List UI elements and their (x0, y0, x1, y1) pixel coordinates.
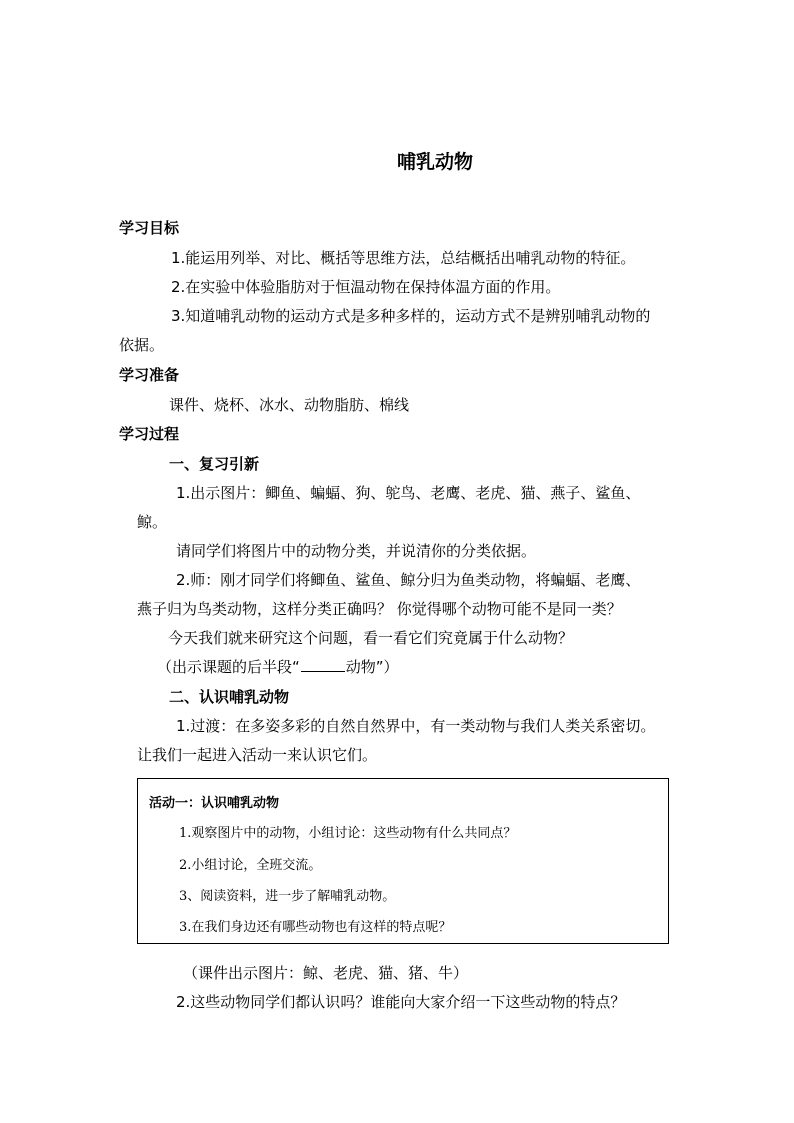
activity-item-1: 1.观察图片中的动物，小组讨论：这些动物有什么共同点？ (179, 826, 517, 841)
part1-line-4: 2.师：刚才同学们将鲫鱼、鲨鱼、鲸分归为鱼类动物，将蝙蝠、老鹰、 (176, 571, 641, 589)
part1-line-2: 鲸。 (137, 513, 168, 531)
goal-item-3: 3.知道哺乳动物的运动方式是多种多样的，运动方式不是辨别哺乳动物的 (171, 307, 651, 325)
part2-heading: 二、认识哺乳动物 (169, 688, 290, 706)
part1-show-line (157, 656, 399, 677)
goal-item-2: 2.在实验中体验脂肪对于恒温动物在保持体温方面的作用。 (171, 278, 561, 296)
activity-item-4: 3.在我们身边还有哪些动物也有这样的特点呢？ (179, 920, 452, 935)
part1-show-suffix: 动物”） (345, 658, 399, 676)
page-title: 哺乳动物 (396, 151, 473, 173)
part1-line-5: 燕子归为鸟类动物，这样分类正确吗？ 你觉得哪个动物可能不是同一类？ (137, 600, 622, 618)
goals-heading: 学习目标 (119, 219, 180, 237)
activity-box (137, 778, 669, 944)
prep-heading: 学习准备 (119, 366, 180, 384)
goal-item-1: 1.能运用列举、对比、概括等思维方法，总结概括出哺乳动物的特征。 (171, 249, 636, 267)
part1-heading: 一、复习引新 (169, 455, 260, 473)
part1-line-3: 请同学们将图片中的动物分类，并说清你的分类依据。 (176, 542, 537, 560)
part2-line-1: 1.过渡：在多姿多彩的自然自然界中，有一类动物与我们人类关系密切。 (176, 717, 656, 735)
activity-item-2: 2.小组讨论，全班交流。 (179, 858, 322, 873)
prep-text: 课件、烧杯、冰水、动物脂肪、棉线 (169, 396, 410, 414)
after-line-1: （课件出示图片：鲸、老虎、猫、猪、牛） (183, 964, 469, 982)
part1-line-6: 今天我们就来研究这个问题，看一看它们究竟属于什么动物？ (168, 629, 574, 647)
activity-item-3: 3、阅读资料，进一步了解哺乳动物。 (179, 889, 396, 904)
part1-line-1: 1.出示图片：鲫鱼、蝙蝠、狗、鸵鸟、老鹰、老虎、猫、燕子、鲨鱼、 (176, 484, 641, 502)
part2-line-2: 让我们一起进入活动一来认识它们。 (137, 746, 378, 764)
fill-blank (301, 657, 345, 672)
process-heading: 学习过程 (119, 425, 180, 443)
part1-show-prefix: （出示课题的后半段“ (157, 658, 300, 676)
activity-heading: 活动一：认识哺乳动物 (149, 796, 280, 811)
after-line-2: 2.这些动物同学们都认识吗？谁能向大家介绍一下这些动物的特点？ (176, 993, 626, 1011)
goal-item-3-cont: 依据。 (119, 336, 165, 354)
